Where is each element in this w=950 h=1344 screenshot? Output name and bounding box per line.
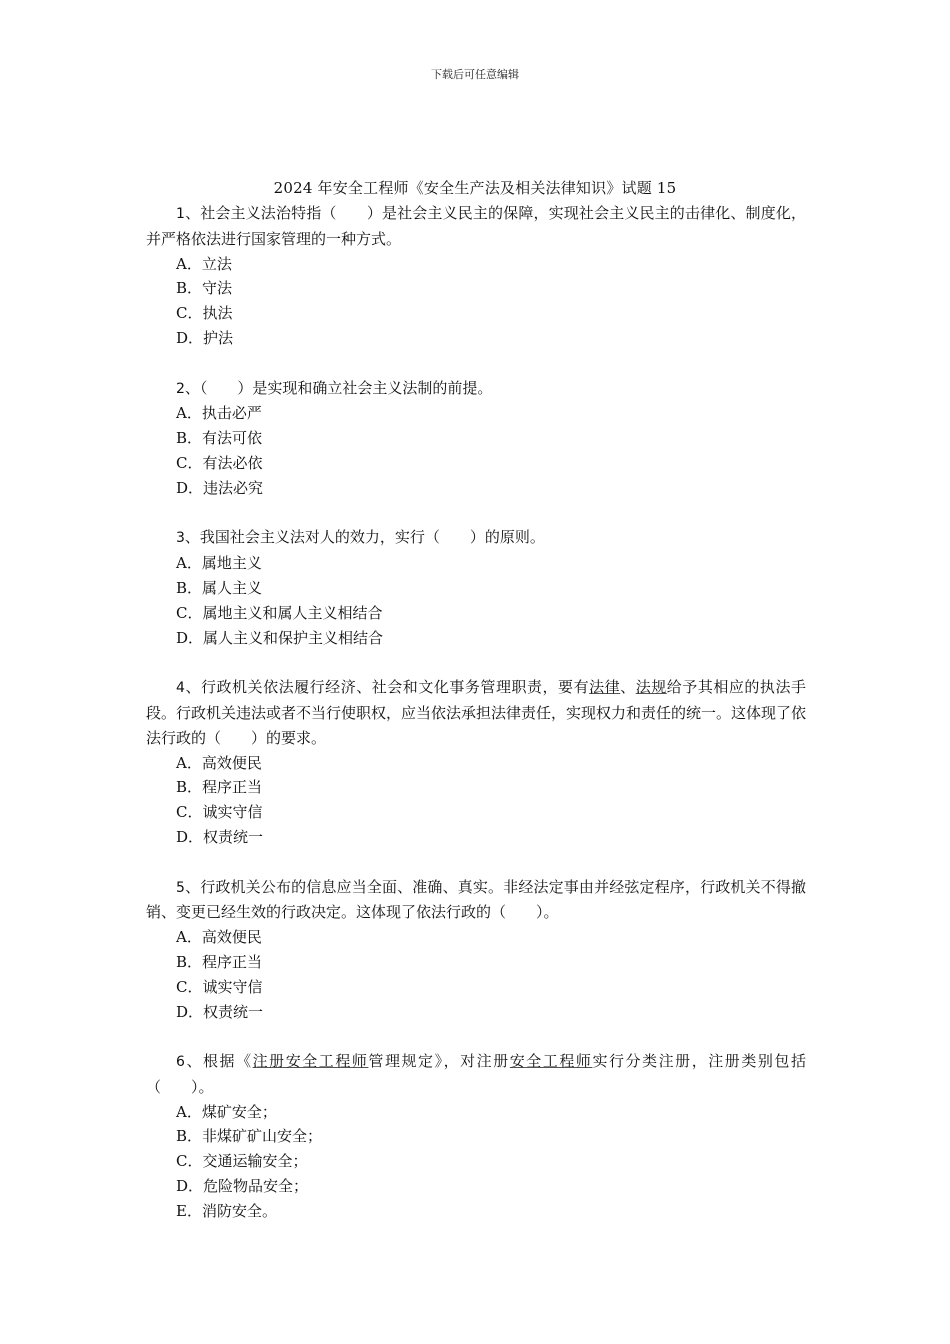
option-d: D．违法必究	[176, 478, 264, 497]
question-6	[146, 1049, 806, 1100]
option-e: E．消防安全。	[176, 1201, 277, 1220]
question-text: 、我国社会主义法对人的效力，实行（ ）的原则。	[184, 528, 545, 547]
option-a: A．煤矿安全；	[176, 1102, 277, 1121]
question-text-part: 实行分类注册，注册类别包括（ ）。	[146, 1052, 806, 1096]
question-number: 5	[176, 879, 185, 896]
question-2	[146, 376, 806, 402]
question-number: 4	[176, 680, 185, 697]
law-link[interactable]: 法律	[589, 678, 621, 697]
document-title: 2024 年安全工程师《安全生产法及相关法律知识》试题 15	[273, 179, 677, 197]
option-c: C．有法必依	[176, 453, 263, 472]
question-number: 3	[176, 530, 185, 547]
separator: 、	[620, 678, 636, 697]
regulation-link[interactable]: 法规	[635, 678, 667, 697]
document-body	[146, 201, 806, 1224]
option-b: B．有法可依	[176, 429, 263, 448]
page-header: 下载后可任意编辑	[431, 68, 519, 81]
safety-engineer-link[interactable]: 安全工程师	[509, 1052, 593, 1071]
question-number: 1	[176, 206, 185, 222]
option-b: B．程序正当	[176, 778, 263, 797]
option-a: A．属地主义	[176, 554, 262, 573]
option-a: A．执击必严	[176, 404, 262, 423]
question-text-part: 管理规定》，对注册	[368, 1052, 510, 1071]
option-c: C．执法	[176, 304, 233, 323]
option-d: D．属人主义和保护主义相结合	[176, 628, 384, 647]
option-c: C．诚实守信	[176, 977, 263, 996]
question-1	[146, 201, 806, 252]
question-5	[146, 875, 806, 926]
option-a: A．高效便民	[176, 753, 262, 772]
option-d: D．权责统一	[176, 1002, 264, 1021]
option-a: A．高效便民	[176, 928, 262, 947]
option-d: D．护法	[176, 328, 234, 347]
registered-engineer-link[interactable]: 注册安全工程师	[252, 1052, 369, 1071]
option-b: B．程序正当	[176, 952, 263, 971]
option-b: B．守法	[176, 279, 233, 298]
question-text-part: 给予其相应的执法手段。行政机关违法或者不当行使职权，应当依法承担法律责任，实现权力和责任的统一。这体现了依法行政的（ ）的要求。	[146, 678, 807, 747]
question-number: 6	[176, 1054, 185, 1071]
question-4	[146, 675, 806, 750]
option-b: B．非煤矿矿山安全；	[176, 1127, 323, 1146]
question-text: 、行政机关公布的信息应当全面、准确、真实。非经法定事由并经弦定程序，行政机关不得撤销、变更已经生效的行政决定。这体现了依法行政的（ ）。	[146, 877, 806, 922]
option-d: D．权责统一	[176, 827, 264, 846]
question-text-part: 、根据《	[184, 1052, 253, 1071]
option-c: C．属地主义和属人主义相结合	[176, 603, 383, 622]
option-d: D．危险物品安全；	[176, 1177, 309, 1196]
question-number: 2	[176, 380, 185, 397]
question-text: 、（ ）是实现和确立社会主义法制的前提。	[184, 378, 493, 397]
question-3	[146, 525, 806, 551]
option-c: C．交通运输安全；	[176, 1152, 308, 1171]
option-c: C．诚实守信	[176, 803, 263, 822]
option-a: A．立法	[176, 254, 232, 273]
question-text-part: 、行政机关依法履行经济、社会和文化事务管理职责，要有	[184, 678, 590, 697]
option-b: B．属人主义	[176, 578, 263, 597]
question-text: 、社会主义法治特指（ ）是社会主义民主的保障，实现社会主义民主的击律化、制度化，并严格依法进行国家管理的一种方式。	[146, 204, 806, 248]
